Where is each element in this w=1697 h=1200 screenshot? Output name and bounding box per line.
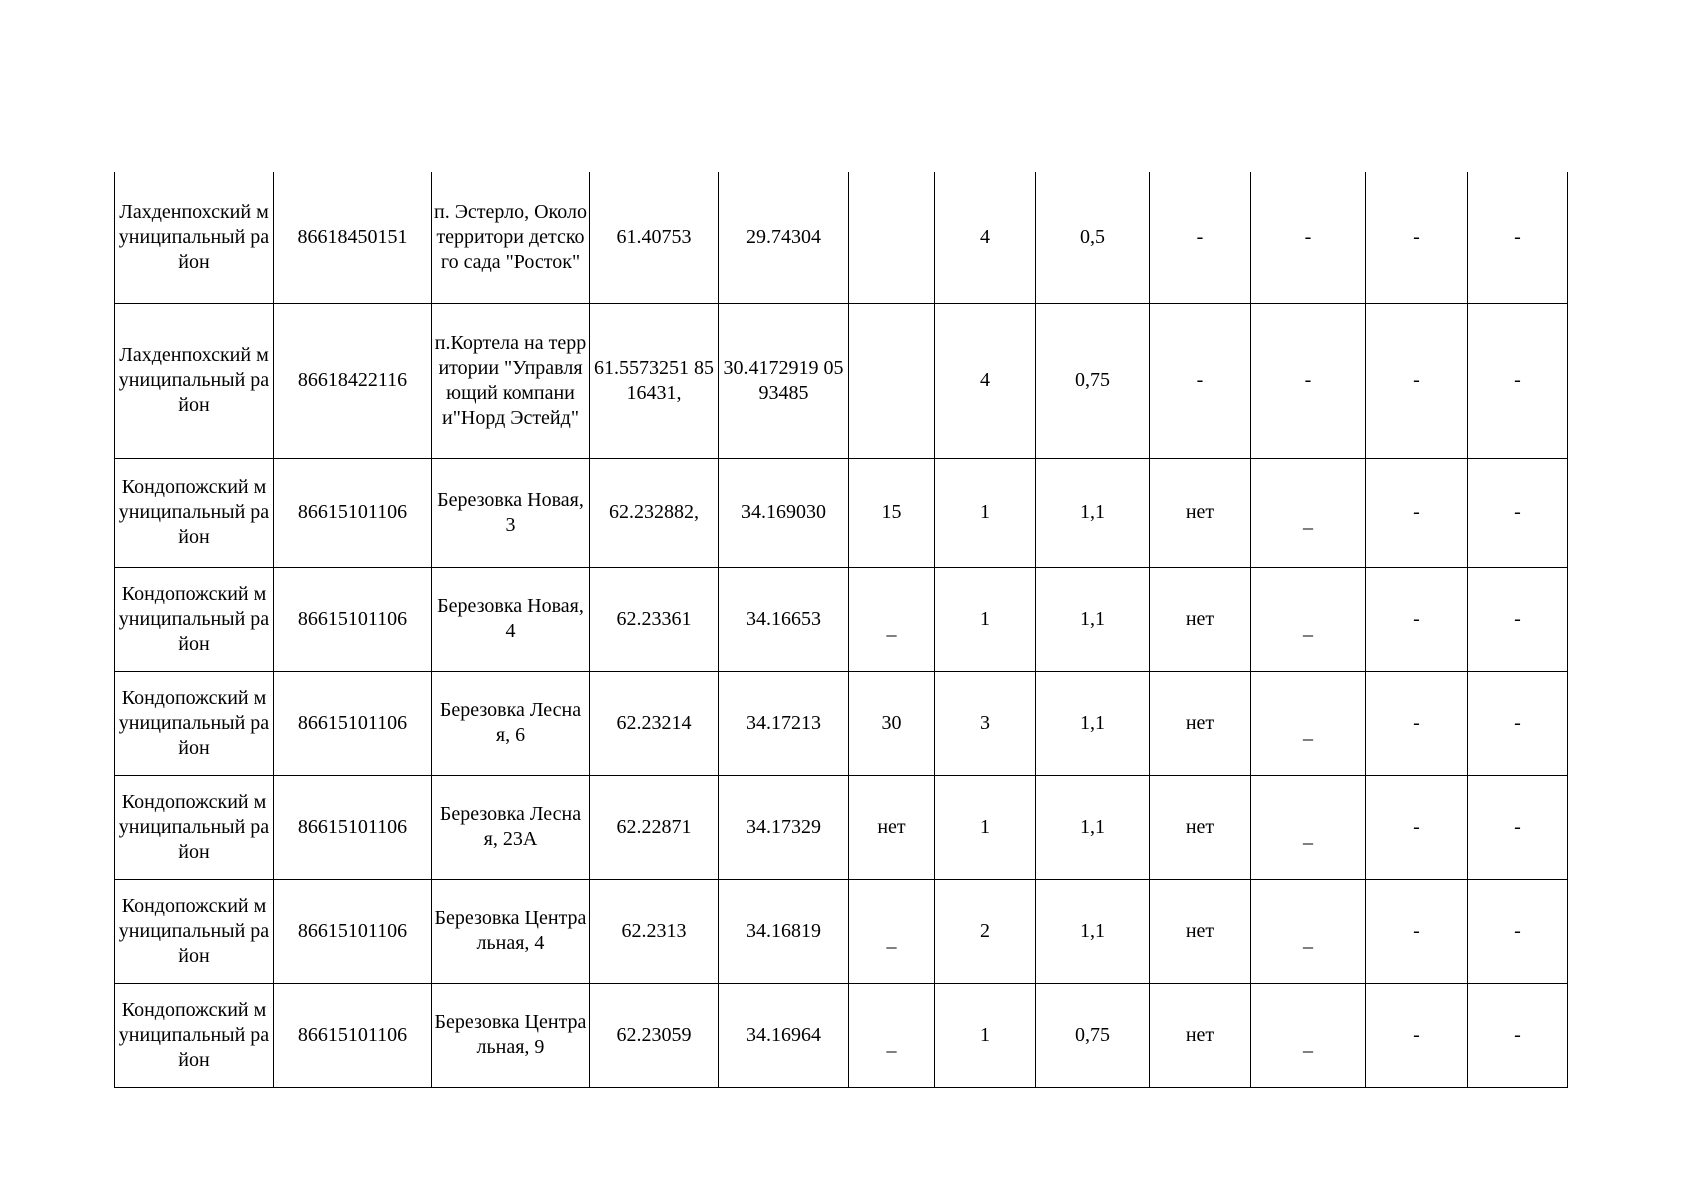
table-cell-col-6 (849, 983, 935, 1087)
table-cell-col-7: 4 (935, 303, 1036, 458)
table-cell-latitude: 61.40753 (590, 172, 719, 303)
table-cell-col-10 (1251, 671, 1366, 775)
table-cell-col-8: 1,1 (1036, 671, 1150, 775)
table-cell-district: Кондопожский муниципальный район (115, 879, 274, 983)
table-cell-col-9: нет (1150, 458, 1251, 567)
cell-text: _ (886, 616, 897, 639)
table-cell-district: Кондопожский муниципальный район (115, 458, 274, 567)
table-cell-latitude: 62.2313 (590, 879, 719, 983)
table-cell-col-9: нет (1150, 671, 1251, 775)
cell-text: _ (1303, 928, 1313, 951)
table-cell-col-10 (1251, 567, 1366, 671)
table-cell-col-12: - (1468, 172, 1568, 303)
cell-text: _ (1303, 720, 1313, 743)
table-cell-col-7: 1 (935, 567, 1036, 671)
table-cell-col-10: - (1251, 172, 1366, 303)
table-cell-col-9: нет (1150, 567, 1251, 671)
table-cell-col-10 (1251, 775, 1366, 879)
table-row (115, 172, 1568, 303)
table-cell-col-7: 1 (935, 458, 1036, 567)
table-cell-col-11: - (1366, 879, 1468, 983)
cell-text: _ (1303, 510, 1313, 532)
table-cell-oktmo-code: 86615101106 (274, 879, 432, 983)
table-cell-col-12: - (1468, 458, 1568, 567)
table-cell-col-10 (1251, 458, 1366, 567)
table-cell-col-7: 4 (935, 172, 1036, 303)
table-cell-address: Березовка Лесная, 6 (432, 671, 590, 775)
table-cell-col-11: - (1366, 303, 1468, 458)
table-cell-col-8: 0,75 (1036, 303, 1150, 458)
table-cell-longitude: 30.4172919 0593485 (719, 303, 849, 458)
table-row (115, 879, 1568, 983)
cell-text: _ (1303, 1032, 1313, 1055)
table-cell-col-8: 1,1 (1036, 567, 1150, 671)
table-cell-col-12: - (1468, 671, 1568, 775)
table-cell-district: Лахденпохский муниципальный район (115, 172, 274, 303)
table-cell-col-9: нет (1150, 775, 1251, 879)
table-cell-longitude: 34.17213 (719, 671, 849, 775)
data-table (114, 172, 1568, 1088)
table-cell-col-6: 30 (849, 671, 935, 775)
table-cell-col-10: - (1251, 303, 1366, 458)
table-cell-col-8: 0,5 (1036, 172, 1150, 303)
table-cell-col-7: 3 (935, 671, 1036, 775)
table-cell-col-9: нет (1150, 983, 1251, 1087)
table-cell-col-6 (849, 172, 935, 303)
table-cell-oktmo-code: 86615101106 (274, 458, 432, 567)
table-cell-col-9: нет (1150, 879, 1251, 983)
cell-text: _ (886, 928, 897, 951)
table-cell-district: Кондопожский муниципальный район (115, 983, 274, 1087)
table-cell-oktmo-code: 86615101106 (274, 775, 432, 879)
table-cell-col-7: 2 (935, 879, 1036, 983)
table-cell-district: Лахденпохский муниципальный район (115, 303, 274, 458)
table-body (115, 172, 1568, 1087)
table-cell-oktmo-code: 86618450151 (274, 172, 432, 303)
table-cell-longitude: 34.16819 (719, 879, 849, 983)
table-cell-longitude: 34.16653 (719, 567, 849, 671)
table-cell-oktmo-code: 86615101106 (274, 567, 432, 671)
table-cell-latitude: 62.23361 (590, 567, 719, 671)
table-cell-col-12: - (1468, 303, 1568, 458)
cell-text: _ (886, 1032, 897, 1055)
table-cell-col-8: 1,1 (1036, 879, 1150, 983)
table-cell-latitude: 62.22871 (590, 775, 719, 879)
table-cell-col-12: - (1468, 879, 1568, 983)
table-row (115, 303, 1568, 458)
table-cell-col-12: - (1468, 983, 1568, 1087)
table-cell-col-12: - (1468, 567, 1568, 671)
table-cell-col-6: нет (849, 775, 935, 879)
table-cell-col-10 (1251, 879, 1366, 983)
table-cell-latitude: 61.5573251 8516431, (590, 303, 719, 458)
table-cell-col-11: - (1366, 671, 1468, 775)
table-cell-col-7: 1 (935, 775, 1036, 879)
table-cell-oktmo-code: 86615101106 (274, 983, 432, 1087)
table-cell-col-8: 1,1 (1036, 775, 1150, 879)
table-cell-address: Березовка Новая, 4 (432, 567, 590, 671)
table-cell-latitude: 62.232882, (590, 458, 719, 567)
table-cell-latitude: 62.23059 (590, 983, 719, 1087)
table-cell-oktmo-code: 86618422116 (274, 303, 432, 458)
table-cell-longitude: 34.169030 (719, 458, 849, 567)
table-cell-longitude: 34.17329 (719, 775, 849, 879)
table-cell-col-7: 1 (935, 983, 1036, 1087)
table-row (115, 458, 1568, 567)
table-cell-address: п. Эстерло, Около территори детского сада "Росток" (432, 172, 590, 303)
table-cell-col-6 (849, 879, 935, 983)
table-row (115, 775, 1568, 879)
table-cell-col-11: - (1366, 567, 1468, 671)
table-cell-col-9: - (1150, 303, 1251, 458)
table-cell-address: п.Кортела на территории "Управляющий компании"Норд Эстейд" (432, 303, 590, 458)
table-cell-col-12: - (1468, 775, 1568, 879)
table-row (115, 983, 1568, 1087)
table-cell-col-8: 0,75 (1036, 983, 1150, 1087)
table-cell-col-9: - (1150, 172, 1251, 303)
table-cell-district: Кондопожский муниципальный район (115, 567, 274, 671)
table-cell-col-6 (849, 303, 935, 458)
table-cell-district: Кондопожский муниципальный район (115, 671, 274, 775)
table-cell-col-10 (1251, 983, 1366, 1087)
table-cell-oktmo-code: 86615101106 (274, 671, 432, 775)
table-cell-col-11: - (1366, 983, 1468, 1087)
table-cell-address: Березовка Центральная, 4 (432, 879, 590, 983)
table-cell-col-11: - (1366, 172, 1468, 303)
table-cell-col-11: - (1366, 775, 1468, 879)
table-cell-col-6 (849, 567, 935, 671)
table-cell-longitude: 34.16964 (719, 983, 849, 1087)
table-cell-district: Кондопожский муниципальный район (115, 775, 274, 879)
table-cell-latitude: 62.23214 (590, 671, 719, 775)
table-cell-longitude: 29.74304 (719, 172, 849, 303)
cell-text: _ (1303, 824, 1313, 847)
table-cell-col-6: 15 (849, 458, 935, 567)
table-cell-address: Березовка Центральная, 9 (432, 983, 590, 1087)
table-cell-col-11: - (1366, 458, 1468, 567)
table-cell-address: Березовка Лесная, 23А (432, 775, 590, 879)
table-cell-address: Березовка Новая, 3 (432, 458, 590, 567)
table-row (115, 671, 1568, 775)
table-cell-col-8: 1,1 (1036, 458, 1150, 567)
table-row (115, 567, 1568, 671)
cell-text: _ (1303, 616, 1313, 639)
